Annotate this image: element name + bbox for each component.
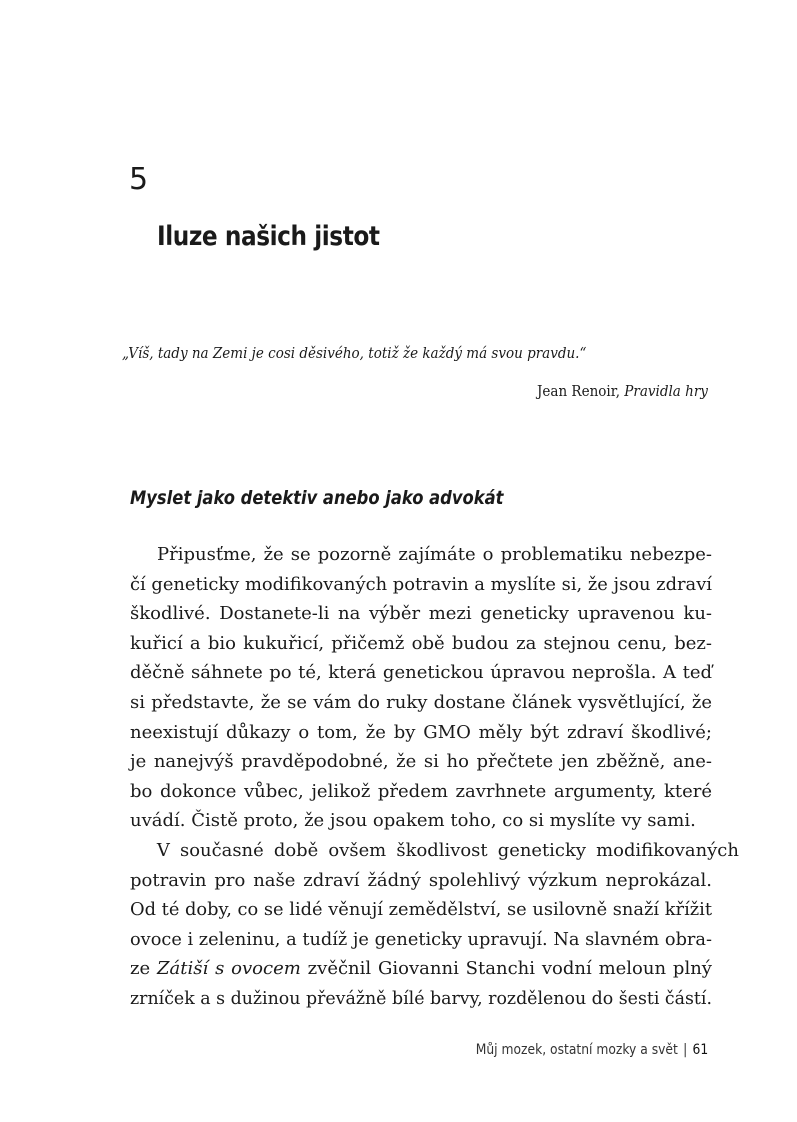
body-line (130, 954, 712, 984)
body-line: zrníček a s dužinou převážně bílé barvy, rozdělenou do šesti částí. (130, 987, 712, 1009)
body-fragment: zvěčnil Giovanni Stanchi vodní meloun plný (307, 958, 712, 980)
section-heading: Myslet jako detektiv anebo jako advokát (130, 487, 504, 509)
artwork-title: Zátiší s ovocem (157, 958, 301, 980)
body-line: uvádí. Čistě proto, že jsou opakem toho, co si myslíte vy sami. (130, 810, 696, 832)
epigraph-author: Jean Renoir, (537, 382, 621, 400)
body-line: bo dokonce vůbec, jelikož předem zavrhnete argumenty, které (130, 780, 712, 802)
body-line: Připusťme, že se pozorně zajímáte o problematiku nebezpe- (157, 544, 712, 565)
body-line: kuřicí a bio kukuřicí, přičemž obě budou za stejnou cenu, bez- (130, 632, 712, 654)
chapter-number: 5 (129, 162, 149, 197)
chapter-title: Iluze našich jistot (157, 221, 380, 252)
running-title: Můj mozek, ostatní mozky a svět (475, 1042, 678, 1058)
body-line: neexistují důkazy o tom, že by GMO měly být zdraví škodlivé; (130, 721, 712, 743)
epigraph-attribution (537, 381, 708, 401)
epigraph-work: Pravidla hry (624, 382, 708, 400)
body-fragment: ze (130, 958, 151, 980)
body-line: potravin pro naše zdraví žádný spolehlivý výzkum neprokázal. (130, 869, 712, 891)
body-line: škodlivé. Dostanete-li na výběr mezi geneticky upravenou ku- (130, 603, 712, 625)
page-number: 61 (692, 1042, 708, 1058)
body-line: děčně sáhnete po té, která genetickou úpravou neprošla. A teď (130, 662, 712, 684)
body-line: si představte, že se vám do ruky dostane článek vysvětlující, že (130, 691, 712, 713)
body-line: ovoce i zeleninu, a tudíž je geneticky upravují. Na slavném obra- (130, 928, 712, 950)
footer-separator: | (682, 1042, 688, 1058)
body-line: Od té doby, co se lidé věnují zemědělství, se usilovně snaží křížit (130, 899, 712, 921)
body-line: V současné době ovšem škodlivost geneticky modifikovaných (156, 839, 739, 861)
body-text (130, 540, 739, 1014)
epigraph-quote: „Víš, tady na Zemi je cosi děsivého, totiž že každý má svou pravdu.“ (122, 344, 587, 362)
body-line: čí geneticky modifikovaných potravin a myslíte si, že jsou zdraví (130, 573, 712, 595)
running-footer (475, 1039, 708, 1061)
body-line: je nanejvýš pravděpodobné, že si ho přečtete jen zběžně, ane- (130, 751, 712, 773)
